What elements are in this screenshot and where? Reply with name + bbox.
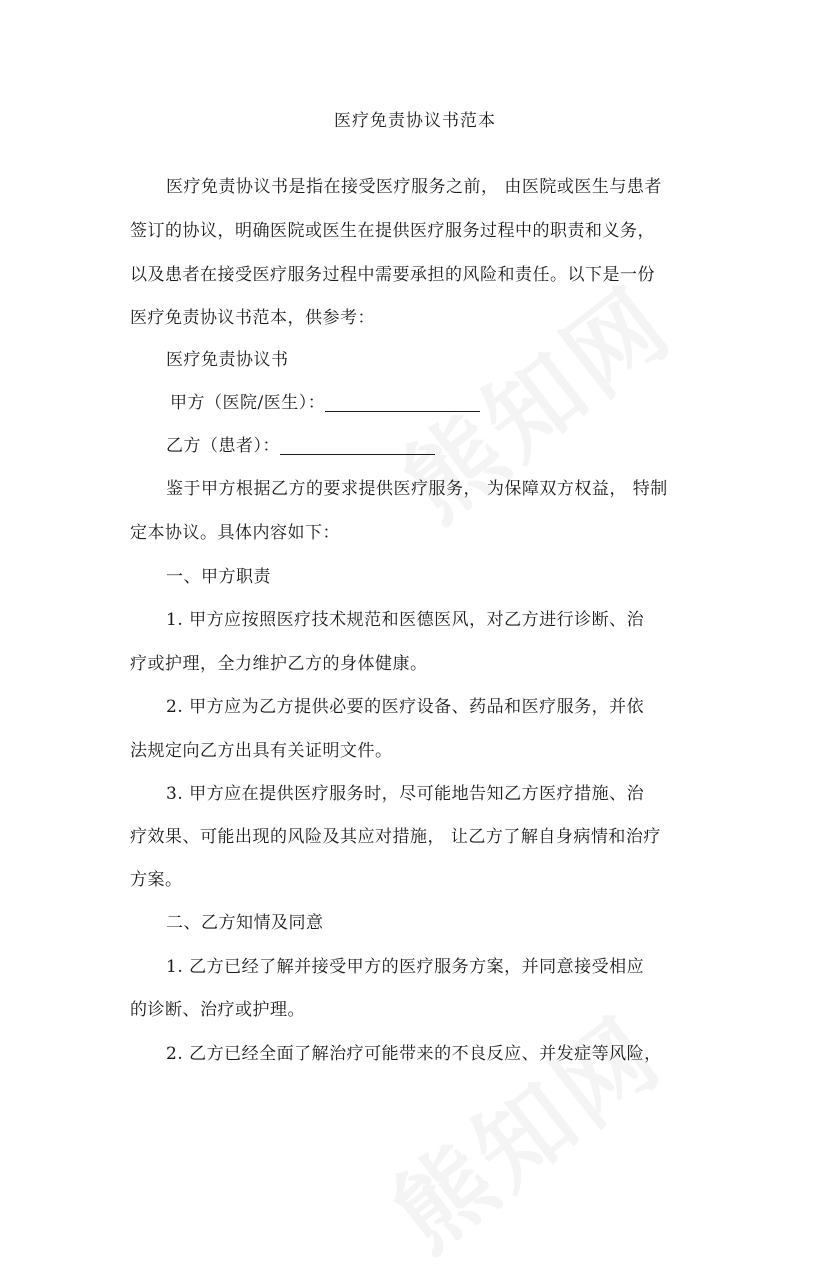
party-a-blank xyxy=(325,393,480,412)
clause-line: 法规定向乙方出具有关证明文件。 xyxy=(130,741,393,761)
agreement-heading: 医疗免责协议书 xyxy=(166,350,289,370)
intro-line: 医疗免责协议书范本，供参考： xyxy=(130,308,375,328)
preamble-line: 定本协议。具体内容如下： xyxy=(130,523,340,543)
document-title: 医疗免责协议书范本 xyxy=(334,111,496,131)
party-a-line xyxy=(170,388,480,413)
intro-line: 以及患者在接受医疗服务过程中需要承担的风险和责任。以下是一份 xyxy=(130,265,655,285)
party-b-blank xyxy=(280,436,435,455)
clause-line: 2. 甲方应为乙方提供必要的医疗设备、药品和医疗服务，并依 xyxy=(166,697,645,717)
clause-line: 的诊断、治疗或护理。 xyxy=(130,1000,305,1020)
intro-line: 医疗免责协议书是指在接受医疗服务之前， 由医院或医生与患者 xyxy=(166,177,662,197)
clause-line: 疗或护理，全力维护乙方的身体健康。 xyxy=(130,654,428,674)
party-b-line xyxy=(166,431,435,456)
clause-line: 方案。 xyxy=(130,870,183,890)
section-heading: 二、乙方知情及同意 xyxy=(166,913,324,933)
clause-line: 1. 乙方已经了解并接受甲方的医疗服务方案，并同意接受相应 xyxy=(166,957,645,977)
section-heading: 一、甲方职责 xyxy=(166,567,271,587)
clause-line: 2. 乙方已经全面了解治疗可能带来的不良反应、并发症等风险， xyxy=(166,1044,662,1064)
party-a-label: 甲方（医院/医生）： xyxy=(170,393,326,413)
party-b-label: 乙方（患者）： xyxy=(166,436,280,456)
intro-line: 签订的协议，明确医院或医生在提供医疗服务过程中的职责和义务， xyxy=(130,221,655,241)
clause-line: 疗效果、可能出现的风险及其应对措施， 让乙方了解自身病情和治疗 xyxy=(130,827,661,847)
clause-line: 1. 甲方应按照医疗技术规范和医德医风，对乙方进行诊断、治 xyxy=(166,610,645,630)
clause-line: 3. 甲方应在提供医疗服务时，尽可能地告知乙方医疗措施、治 xyxy=(166,784,645,804)
preamble-line: 鉴于甲方根据乙方的要求提供医疗服务， 为保障双方权益， 特制 xyxy=(166,479,668,499)
watermark xyxy=(360,980,685,1276)
